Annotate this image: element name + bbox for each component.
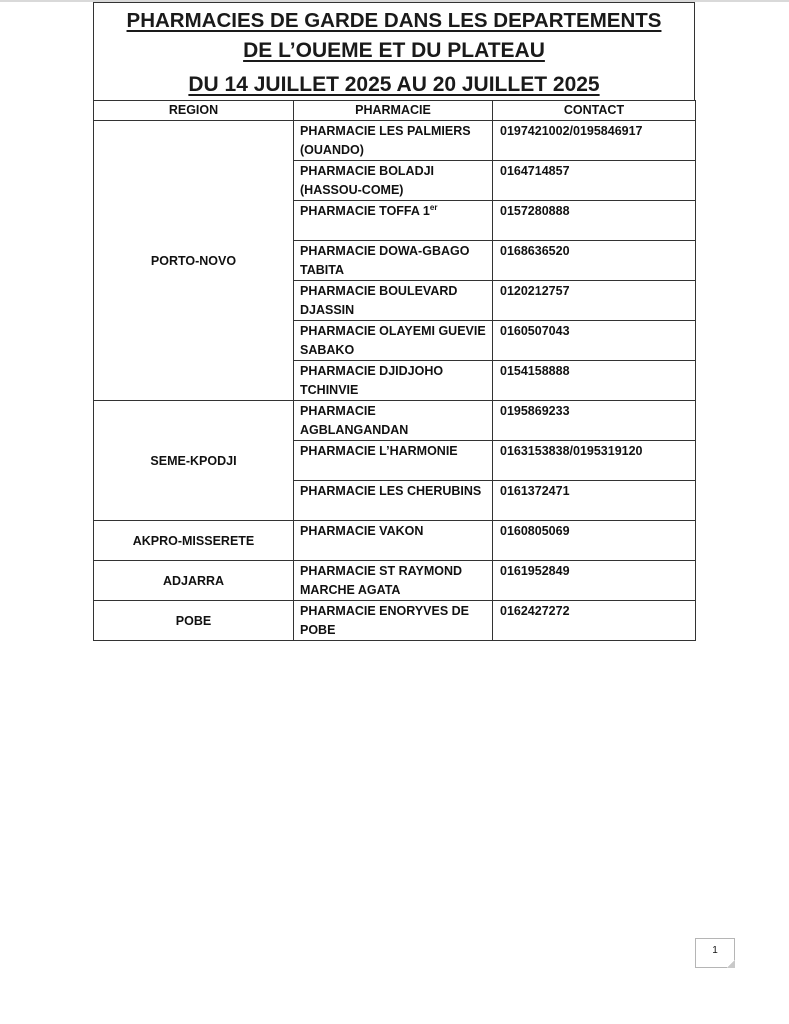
table-row xyxy=(94,561,696,601)
title-line-3-dates: DU 14 JUILLET 2025 AU 20 JUILLET 2025 xyxy=(188,73,600,96)
pharmacy-name-superscript: er xyxy=(429,202,438,212)
pharmacy-name: PHARMACIE AGBLANGANDAN xyxy=(300,404,409,437)
contact-cell: 0120212757 xyxy=(493,281,696,321)
pharmacy-cell xyxy=(294,121,493,161)
pharmacy-cell xyxy=(294,241,493,281)
pharmacy-cell xyxy=(294,521,493,561)
header-pharmacy: PHARMACIE xyxy=(294,101,493,121)
pharmacy-cell xyxy=(294,561,493,601)
pharmacy-name: PHARMACIE ENORYVES DE POBE xyxy=(300,604,470,637)
pharmacy-name: PHARMACIE LES PALMIERS (OUANDO) xyxy=(300,124,471,157)
page-number-box xyxy=(695,938,735,968)
contact-cell: 0163153838/0195319120 xyxy=(493,441,696,481)
contact-cell: 0160507043 xyxy=(493,321,696,361)
pharmacy-name: PHARMACIE LES CHERUBINS xyxy=(300,484,482,498)
table-row xyxy=(94,401,696,441)
region-cell: PORTO-NOVO xyxy=(94,121,294,401)
region-cell: POBE xyxy=(94,601,294,641)
header-contact: CONTACT xyxy=(493,101,696,121)
pharmacy-name: PHARMACIE L’HARMONIE xyxy=(300,444,458,458)
table-row xyxy=(94,601,696,641)
pharmacy-cell xyxy=(294,161,493,201)
contact-cell: 0154158888 xyxy=(493,361,696,401)
pharmacy-cell xyxy=(294,281,493,321)
pharmacy-name: PHARMACIE VAKON xyxy=(300,524,424,538)
page-fold-icon xyxy=(727,960,735,968)
title-line-1: PHARMACIES DE GARDE DANS LES DEPARTEMENTS xyxy=(126,9,662,32)
contact-cell: 0197421002/0195846917 xyxy=(493,121,696,161)
table-body xyxy=(94,121,696,641)
contact-cell: 0160805069 xyxy=(493,521,696,561)
pharmacy-name: PHARMACIE BOLADJI (HASSOU-COME) xyxy=(300,164,435,197)
region-cell: SEME-KPODJI xyxy=(94,401,294,521)
pharmacy-table xyxy=(93,100,696,641)
pharmacy-cell xyxy=(294,481,493,521)
title-line-2 xyxy=(94,39,694,63)
pharmacy-name: PHARMACIE OLAYEMI GUEVIE SABAKO xyxy=(300,324,486,357)
contact-cell: 0164714857 xyxy=(493,161,696,201)
pharmacy-cell xyxy=(294,201,493,241)
pharmacy-cell xyxy=(294,601,493,641)
pharmacy-cell xyxy=(294,401,493,441)
contact-cell: 0195869233 xyxy=(493,401,696,441)
region-cell: ADJARRA xyxy=(94,561,294,601)
pharmacy-cell xyxy=(294,321,493,361)
title-line-2-text: DE L’OUEME ET DU PLATEAU xyxy=(243,39,545,62)
table-row xyxy=(94,121,696,161)
pharmacy-name: PHARMACIE BOULEVARD DJASSIN xyxy=(300,284,458,317)
contact-cell: 0157280888 xyxy=(493,201,696,241)
page-number: 1 xyxy=(712,945,718,956)
contact-cell: 0162427272 xyxy=(493,601,696,641)
pharmacy-cell xyxy=(294,441,493,481)
pharmacy-name: PHARMACIE TOFFA 1 xyxy=(300,204,430,218)
pharmacy-name: PHARMACIE DJIDJOHO TCHINVIE xyxy=(300,364,444,397)
contact-cell: 0168636520 xyxy=(493,241,696,281)
region-cell: AKPRO-MISSERETE xyxy=(94,521,294,561)
pharmacy-name: PHARMACIE ST RAYMOND MARCHE AGATA xyxy=(300,564,463,597)
contact-cell: 0161372471 xyxy=(493,481,696,521)
contact-cell: 0161952849 xyxy=(493,561,696,601)
table-header-row xyxy=(94,101,696,121)
pharmacy-cell xyxy=(294,361,493,401)
document-page xyxy=(93,2,695,641)
pharmacy-name: PHARMACIE DOWA-GBAGO TABITA xyxy=(300,244,470,277)
title-block xyxy=(93,2,695,100)
table-row xyxy=(94,521,696,561)
header-region: REGION xyxy=(94,101,294,121)
